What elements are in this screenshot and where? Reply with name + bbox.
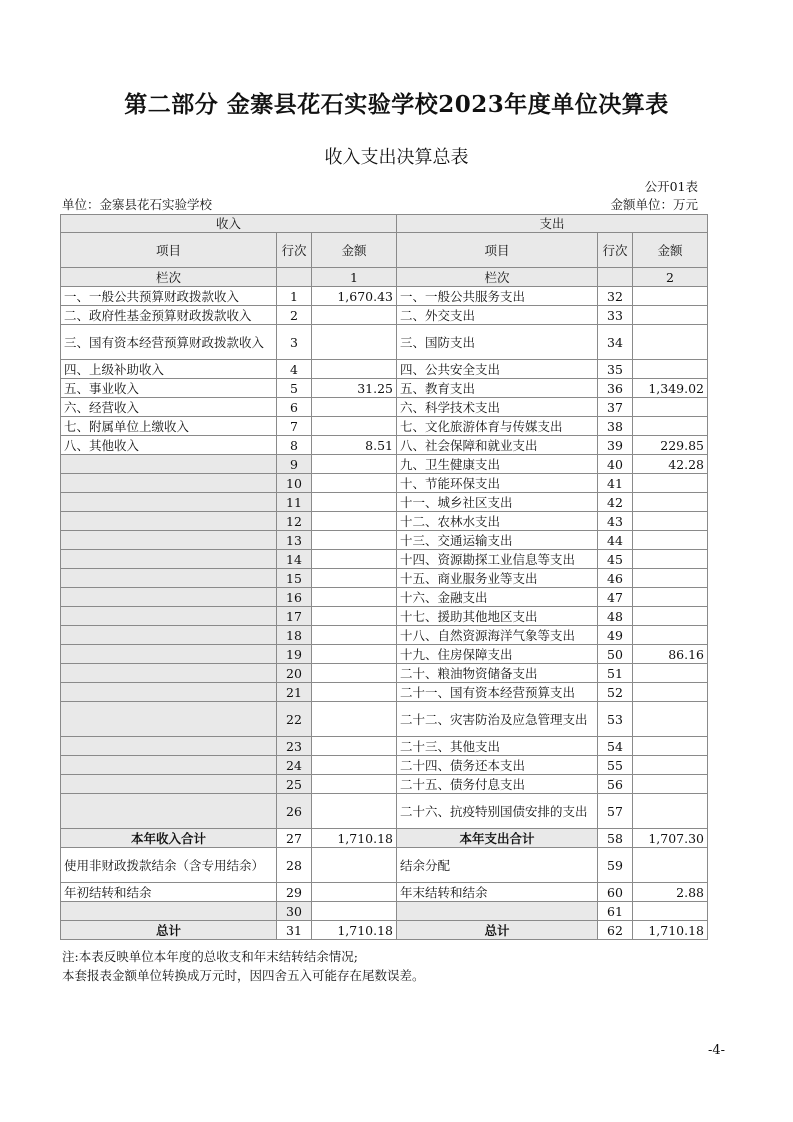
table-row [61, 794, 708, 829]
income-line-cell: 4 [277, 360, 312, 379]
expense-line-cell: 44 [598, 531, 633, 550]
expense-amount-cell [633, 550, 708, 569]
income-line-cell: 19 [277, 645, 312, 664]
expense-amount-cell [633, 531, 708, 550]
table-row [61, 512, 708, 531]
expense-line-cell: 49 [598, 626, 633, 645]
expense-amount-cell [633, 775, 708, 794]
income-item-cell [61, 902, 277, 921]
income-expense-table [60, 214, 708, 940]
income-item-cell [61, 756, 277, 775]
income-amount-cell [312, 607, 397, 626]
table-note: 注:本表反映单位本年度的总收支和年末结转结余情况; [62, 949, 358, 964]
expense-item-cell: 十四、资源勘探工业信息等支出 [397, 550, 598, 569]
unit-label: 单位：金寨县花石实验学校 [62, 197, 213, 212]
income-amount-header: 金额 [312, 233, 397, 268]
income-item-cell: 四、上级补助收入 [61, 360, 277, 379]
income-col-line-blank [277, 268, 312, 287]
income-line-cell: 13 [277, 531, 312, 550]
income-line-cell: 30 [277, 902, 312, 921]
expense-col-line-blank [598, 268, 633, 287]
table-row [61, 493, 708, 512]
expense-item-cell: 一、一般公共服务支出 [397, 287, 598, 306]
table-row [61, 436, 708, 455]
table-row [61, 588, 708, 607]
income-amount-cell [312, 902, 397, 921]
column-header-row [61, 233, 708, 268]
expense-line-cell: 42 [598, 493, 633, 512]
expense-item-cell: 十八、自然资源海洋气象等支出 [397, 626, 598, 645]
income-item-cell: 六、经营收入 [61, 398, 277, 417]
income-amount-cell: 31.25 [312, 379, 397, 398]
page-title: 第二部分 金寨县花石实验学校2023年度单位决算表 [124, 91, 669, 118]
income-amount-cell: 1,670.43 [312, 287, 397, 306]
expense-item-cell: 十七、援助其他地区支出 [397, 607, 598, 626]
expense-line-cell: 34 [598, 325, 633, 360]
table-row [61, 683, 708, 702]
expense-amount-cell [633, 756, 708, 775]
expense-item-cell: 本年支出合计 [397, 829, 598, 848]
expense-line-cell: 52 [598, 683, 633, 702]
table-row [61, 626, 708, 645]
income-amount-cell [312, 588, 397, 607]
expense-amount-cell: 229.85 [633, 436, 708, 455]
table-row [61, 607, 708, 626]
income-line-cell: 25 [277, 775, 312, 794]
expense-item-cell: 二十二、灾害防治及应急管理支出 [397, 702, 598, 737]
income-amount-cell [312, 645, 397, 664]
income-item-cell [61, 607, 277, 626]
income-item-cell [61, 702, 277, 737]
income-item-cell [61, 569, 277, 588]
table-row [61, 306, 708, 325]
income-item-cell: 八、其他收入 [61, 436, 277, 455]
expense-item-cell: 二十六、抗疫特别国债安排的支出 [397, 794, 598, 829]
income-item-cell [61, 512, 277, 531]
income-amount-cell [312, 569, 397, 588]
table-row [61, 664, 708, 683]
income-line-cell: 16 [277, 588, 312, 607]
expense-amount-header: 金额 [633, 233, 708, 268]
expense-line-cell: 43 [598, 512, 633, 531]
expense-item-cell: 五、教育支出 [397, 379, 598, 398]
expense-amount-cell: 1,349.02 [633, 379, 708, 398]
income-section-header: 收入 [61, 215, 397, 233]
expense-item-cell: 总计 [397, 921, 598, 940]
income-line-cell: 17 [277, 607, 312, 626]
income-line-cell: 22 [277, 702, 312, 737]
income-amount-cell [312, 794, 397, 829]
income-line-cell: 20 [277, 664, 312, 683]
income-line-cell: 10 [277, 474, 312, 493]
income-item-cell: 总计 [61, 921, 277, 940]
income-line-cell: 5 [277, 379, 312, 398]
expense-amount-cell [633, 848, 708, 883]
income-item-cell [61, 550, 277, 569]
expense-section-header: 支出 [397, 215, 708, 233]
expense-line-cell: 48 [598, 607, 633, 626]
expense-line-cell: 45 [598, 550, 633, 569]
form-number: 公开01表 [644, 179, 698, 194]
expense-line-cell: 56 [598, 775, 633, 794]
income-col-label: 栏次 [61, 268, 277, 287]
expense-amount-cell [633, 569, 708, 588]
expense-item-cell: 四、公共安全支出 [397, 360, 598, 379]
expense-amount-cell [633, 702, 708, 737]
income-amount-cell [312, 775, 397, 794]
expense-amount-cell [633, 588, 708, 607]
expense-amount-cell [633, 902, 708, 921]
income-line-cell: 12 [277, 512, 312, 531]
income-amount-cell [312, 702, 397, 737]
expense-line-cell: 47 [598, 588, 633, 607]
income-item-cell [61, 775, 277, 794]
section-header-row [61, 215, 708, 233]
expense-item-cell: 二十五、债务付息支出 [397, 775, 598, 794]
expense-amount-cell [633, 287, 708, 306]
table-row [61, 325, 708, 360]
expense-line-cell: 62 [598, 921, 633, 940]
income-amount-cell [312, 550, 397, 569]
expense-amount-cell [633, 794, 708, 829]
income-amount-cell [312, 474, 397, 493]
table-row [61, 287, 708, 306]
table-row [61, 775, 708, 794]
expense-line-cell: 32 [598, 287, 633, 306]
table-row [61, 417, 708, 436]
expense-item-cell: 三、国防支出 [397, 325, 598, 360]
income-line-cell: 7 [277, 417, 312, 436]
expense-amount-cell [633, 325, 708, 360]
income-item-cell [61, 737, 277, 756]
expense-line-cell: 59 [598, 848, 633, 883]
income-amount-cell: 1,710.18 [312, 921, 397, 940]
expense-amount-cell [633, 398, 708, 417]
table-row [61, 829, 708, 848]
income-item-cell: 五、事业收入 [61, 379, 277, 398]
income-amount-cell [312, 883, 397, 902]
income-line-cell: 14 [277, 550, 312, 569]
expense-item-cell: 二十四、债务还本支出 [397, 756, 598, 775]
expense-line-cell: 37 [598, 398, 633, 417]
income-item-cell: 三、国有资本经营预算财政拨款收入 [61, 325, 277, 360]
expense-amount-cell [633, 493, 708, 512]
expense-item-cell: 七、文化旅游体育与传媒支出 [397, 417, 598, 436]
table-row [61, 550, 708, 569]
expense-line-cell: 40 [598, 455, 633, 474]
income-item-cell [61, 455, 277, 474]
income-line-cell: 9 [277, 455, 312, 474]
expense-line-cell: 36 [598, 379, 633, 398]
expense-amount-cell [633, 360, 708, 379]
expense-line-cell: 57 [598, 794, 633, 829]
income-item-cell [61, 474, 277, 493]
expense-item-cell: 十三、交通运输支出 [397, 531, 598, 550]
expense-line-cell: 51 [598, 664, 633, 683]
income-line-cell: 6 [277, 398, 312, 417]
expense-item-cell: 二十、粮油物资储备支出 [397, 664, 598, 683]
expense-item-cell: 十五、商业服务业等支出 [397, 569, 598, 588]
table-row [61, 902, 708, 921]
expense-amount-cell: 42.28 [633, 455, 708, 474]
expense-item-cell: 六、科学技术支出 [397, 398, 598, 417]
table-row [61, 531, 708, 550]
income-item-cell [61, 664, 277, 683]
income-line-cell: 29 [277, 883, 312, 902]
expense-line-cell: 58 [598, 829, 633, 848]
income-line-cell: 1 [277, 287, 312, 306]
table-row [61, 455, 708, 474]
expense-amount-cell [633, 474, 708, 493]
expense-amount-cell: 1,707.30 [633, 829, 708, 848]
amount-unit-label: 金额单位：万元 [610, 197, 698, 212]
expense-amount-cell [633, 512, 708, 531]
income-item-cell [61, 493, 277, 512]
income-item-cell [61, 683, 277, 702]
income-item-cell [61, 794, 277, 829]
table-row [61, 645, 708, 664]
table-subtitle: 收入支出决算总表 [324, 147, 469, 168]
income-line-cell: 8 [277, 436, 312, 455]
expense-line-cell: 33 [598, 306, 633, 325]
expense-item-cell: 二、外交支出 [397, 306, 598, 325]
expense-item-cell: 二十一、国有资本经营预算支出 [397, 683, 598, 702]
income-line-cell: 2 [277, 306, 312, 325]
income-amount-cell [312, 417, 397, 436]
expense-item-cell: 十、节能环保支出 [397, 474, 598, 493]
expense-amount-cell [633, 683, 708, 702]
expense-amount-cell: 2.88 [633, 883, 708, 902]
expense-item-cell: 二十三、其他支出 [397, 737, 598, 756]
income-amount-cell [312, 626, 397, 645]
table-row [61, 398, 708, 417]
expense-line-cell: 60 [598, 883, 633, 902]
expense-amount-cell [633, 626, 708, 645]
income-amount-cell [312, 683, 397, 702]
income-item-cell: 二、政府性基金预算财政拨款收入 [61, 306, 277, 325]
expense-col-number: 2 [633, 268, 708, 287]
expense-line-cell: 38 [598, 417, 633, 436]
income-amount-cell [312, 306, 397, 325]
expense-line-cell: 61 [598, 902, 633, 921]
expense-line-cell: 50 [598, 645, 633, 664]
table-note: 本套报表金额单位转换成万元时，因四舍五入可能存在尾数误差。 [62, 968, 425, 983]
table-row [61, 883, 708, 902]
income-amount-cell: 8.51 [312, 436, 397, 455]
income-item-cell [61, 645, 277, 664]
expense-item-cell: 十一、城乡社区支出 [397, 493, 598, 512]
expense-item-cell: 八、社会保障和就业支出 [397, 436, 598, 455]
income-line-cell: 27 [277, 829, 312, 848]
expense-item-cell: 结余分配 [397, 848, 598, 883]
expense-line-cell: 35 [598, 360, 633, 379]
income-amount-cell [312, 493, 397, 512]
income-amount-cell [312, 512, 397, 531]
income-item-cell: 一、一般公共预算财政拨款收入 [61, 287, 277, 306]
table-row [61, 921, 708, 940]
income-amount-cell [312, 325, 397, 360]
expense-line-cell: 41 [598, 474, 633, 493]
income-line-cell: 24 [277, 756, 312, 775]
income-line-cell: 28 [277, 848, 312, 883]
table-row [61, 569, 708, 588]
income-line-cell: 18 [277, 626, 312, 645]
income-line-cell: 15 [277, 569, 312, 588]
expense-col-label: 栏次 [397, 268, 598, 287]
expense-amount-cell: 1,710.18 [633, 921, 708, 940]
income-amount-cell: 1,710.18 [312, 829, 397, 848]
expense-amount-cell: 86.16 [633, 645, 708, 664]
income-amount-cell [312, 360, 397, 379]
income-line-cell: 26 [277, 794, 312, 829]
table-row [61, 848, 708, 883]
income-line-cell: 3 [277, 325, 312, 360]
income-item-cell [61, 588, 277, 607]
income-amount-cell [312, 455, 397, 474]
income-item-cell [61, 531, 277, 550]
expense-item-cell: 十二、农林水支出 [397, 512, 598, 531]
expense-item-cell [397, 902, 598, 921]
expense-line-cell: 39 [598, 436, 633, 455]
expense-line-cell: 54 [598, 737, 633, 756]
page-number: -4- [707, 1043, 725, 1058]
income-line-cell: 23 [277, 737, 312, 756]
expense-line-header: 行次 [598, 233, 633, 268]
income-line-header: 行次 [277, 233, 312, 268]
table-row [61, 702, 708, 737]
expense-amount-cell [633, 306, 708, 325]
expense-line-cell: 53 [598, 702, 633, 737]
expense-item-cell: 十六、金融支出 [397, 588, 598, 607]
income-amount-cell [312, 531, 397, 550]
income-amount-cell [312, 848, 397, 883]
table-row [61, 360, 708, 379]
income-item-header: 项目 [61, 233, 277, 268]
expense-amount-cell [633, 664, 708, 683]
income-amount-cell [312, 664, 397, 683]
income-col-number: 1 [312, 268, 397, 287]
income-item-cell [61, 626, 277, 645]
income-item-cell: 使用非财政拨款结余（含专用结余） [61, 848, 277, 883]
expense-amount-cell [633, 417, 708, 436]
expense-amount-cell [633, 737, 708, 756]
table-row [61, 756, 708, 775]
income-item-cell: 年初结转和结余 [61, 883, 277, 902]
expense-item-cell: 年末结转和结余 [397, 883, 598, 902]
expense-item-cell: 九、卫生健康支出 [397, 455, 598, 474]
income-line-cell: 31 [277, 921, 312, 940]
income-item-cell: 七、附属单位上缴收入 [61, 417, 277, 436]
expense-item-header: 项目 [397, 233, 598, 268]
expense-line-cell: 46 [598, 569, 633, 588]
income-item-cell: 本年收入合计 [61, 829, 277, 848]
income-amount-cell [312, 756, 397, 775]
expense-line-cell: 55 [598, 756, 633, 775]
income-line-cell: 21 [277, 683, 312, 702]
expense-amount-cell [633, 607, 708, 626]
income-amount-cell [312, 737, 397, 756]
table-row [61, 474, 708, 493]
expense-item-cell: 十九、住房保障支出 [397, 645, 598, 664]
table-row [61, 737, 708, 756]
column-number-row [61, 268, 708, 287]
income-line-cell: 11 [277, 493, 312, 512]
income-amount-cell [312, 398, 397, 417]
table-row [61, 379, 708, 398]
